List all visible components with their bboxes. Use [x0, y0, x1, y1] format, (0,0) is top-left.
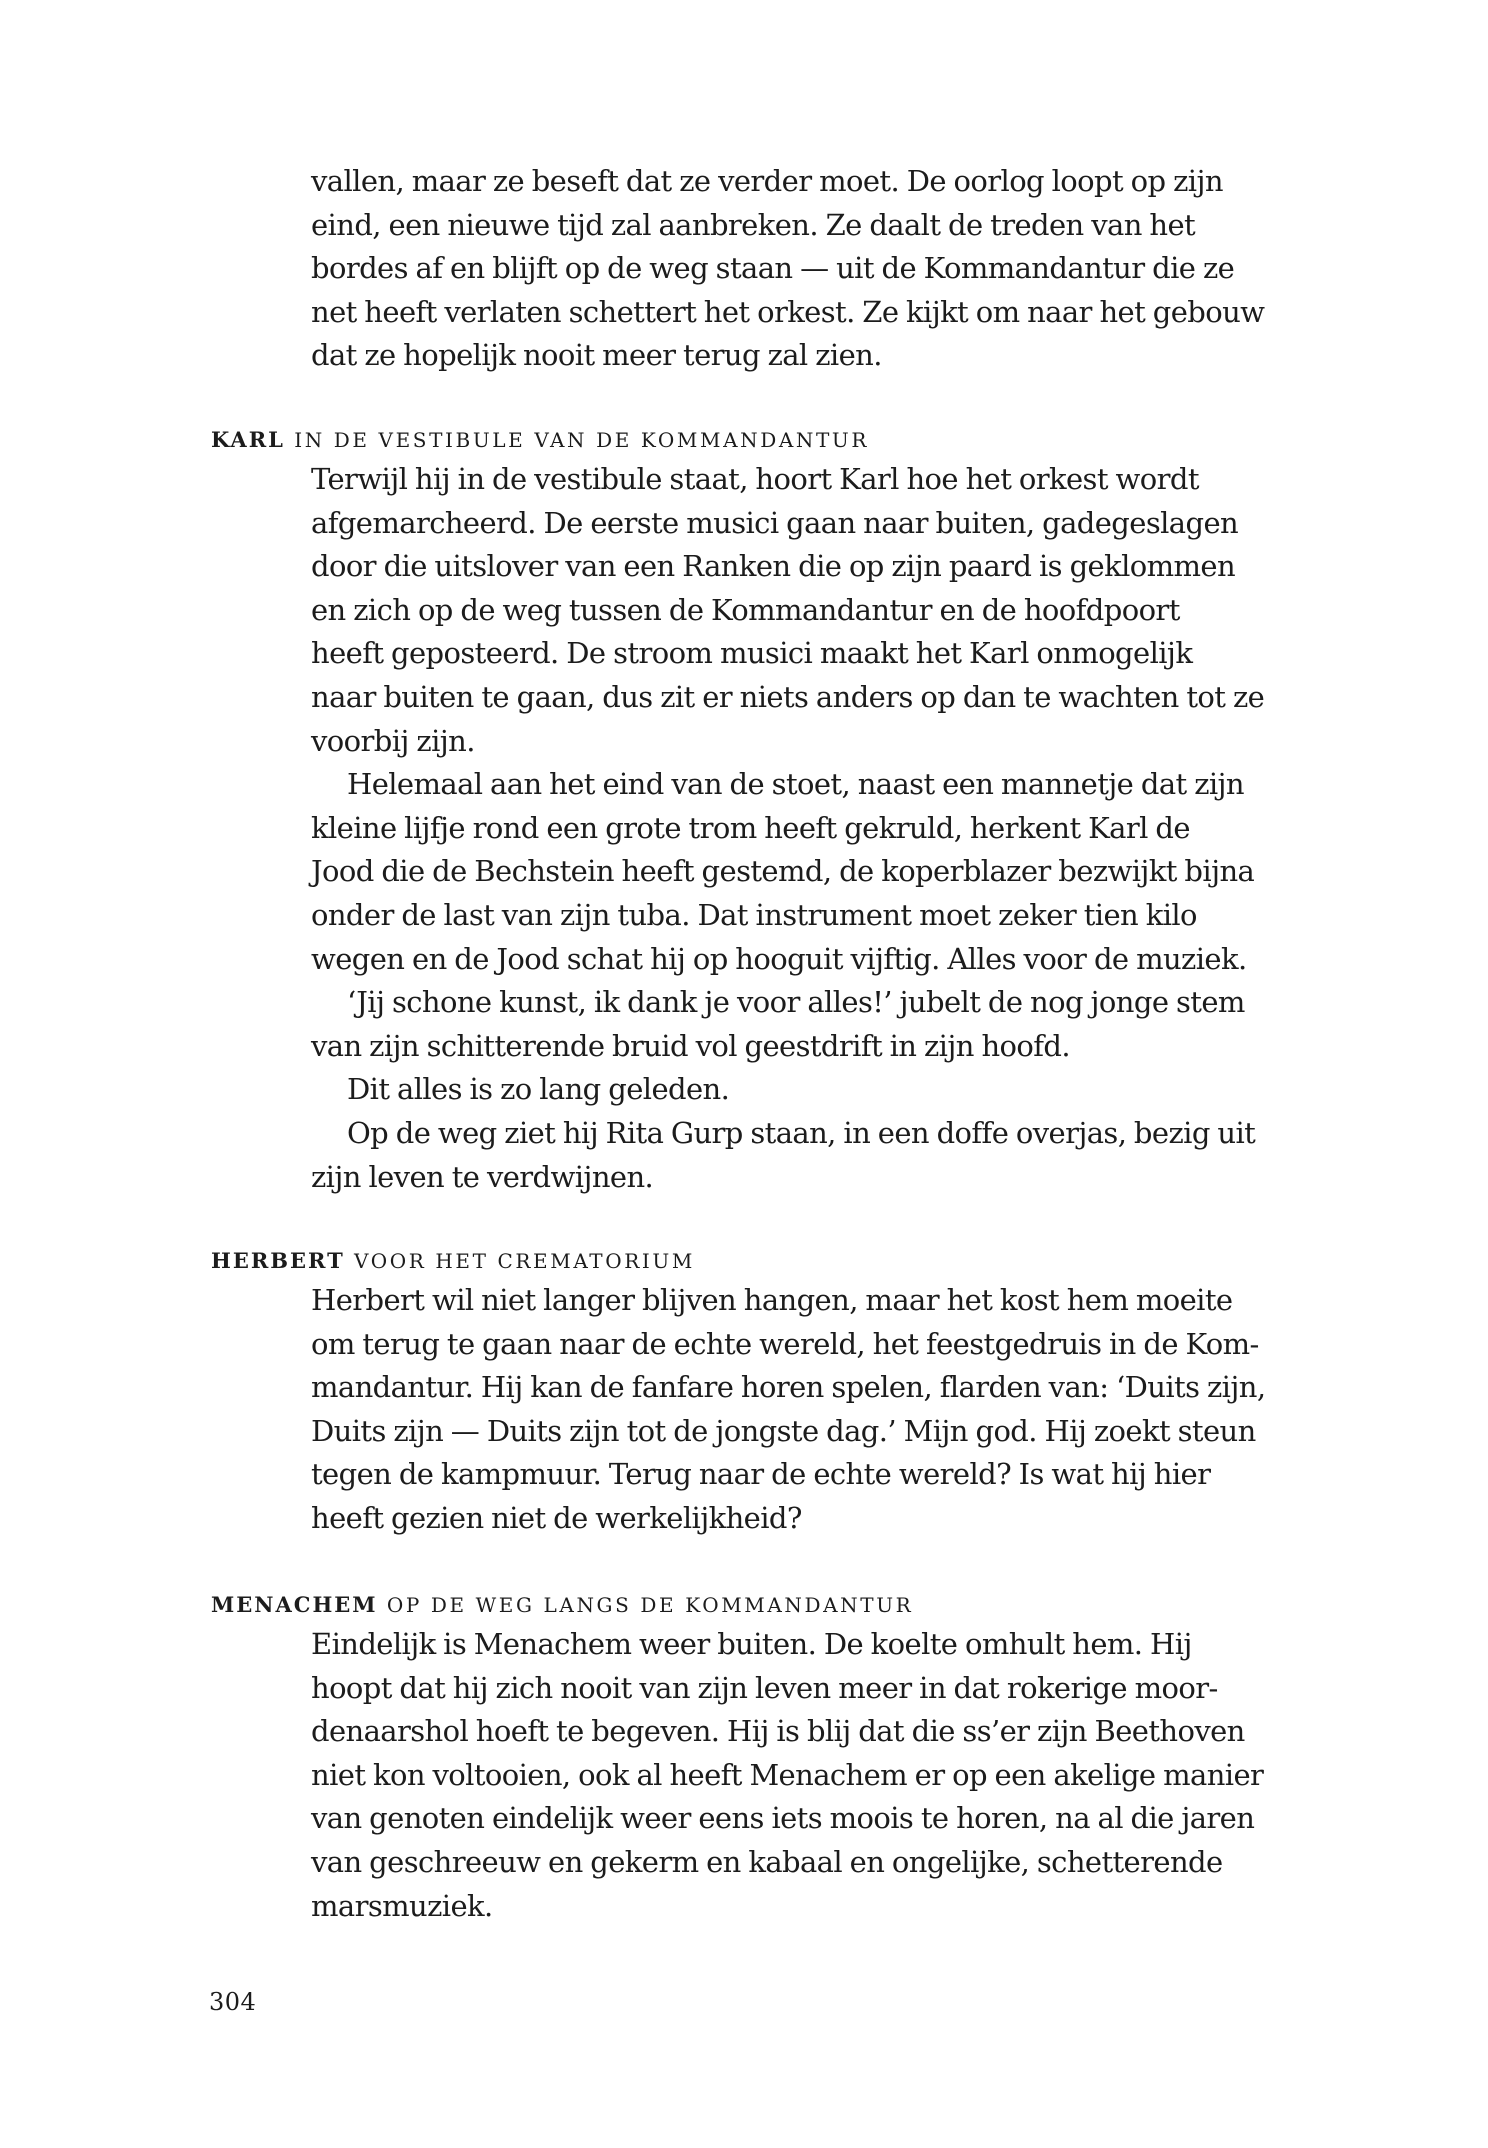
text-line: Duits zijn — Duits zijn tot de jongste dag.’ Mijn god. Hij zoekt steun [311, 1413, 1256, 1448]
text-line: denaarshol hoeft te begeven. Hij is blij dat die ss’er zijn Beethoven [311, 1714, 1245, 1749]
opening-paragraph [311, 160, 1271, 378]
text-line: van zijn schitterende bruid vol geestdrift in zijn hoofd. [311, 1028, 1070, 1063]
text-line: niet kon voltooien, ook al heeft Menachem er op een akelige manier [311, 1757, 1264, 1792]
text-line: Helemaal aan het eind van de stoet, naast een mannetje dat zijn [347, 767, 1245, 802]
text-line: eind, een nieuwe tijd zal aanbreken. Ze daalt de treden van het [311, 207, 1196, 242]
page-number: 304 [209, 1988, 257, 2016]
section-heading-herbert [211, 1246, 695, 1276]
text-line: om terug te gaan naar de echte wereld, het feestgedruis in de Kom- [311, 1326, 1259, 1361]
text-line: en zich op de weg tussen de Kommandantur en de hoofdpoort [311, 592, 1180, 627]
text-line: zijn leven te verdwijnen. [311, 1159, 654, 1194]
text-line: dat ze hopelijk nooit meer terug zal zien. [311, 338, 882, 373]
text-line: marsmuziek. [311, 1888, 493, 1923]
text-line: mandantur. Hij kan de fanfare horen spelen, flarden van: ‘Duits zijn, [311, 1370, 1266, 1405]
text-line: wegen en de Jood schat hij op hooguit vijftig. Alles voor de muziek. [311, 941, 1247, 976]
text-line: Eindelijk is Menachem weer buiten. De koelte omhult hem. Hij [311, 1627, 1192, 1661]
location-label: IN DE VESTIBULE VAN DE KOMMANDANTUR [294, 428, 870, 452]
text-line: net heeft verlaten schettert het orkest. Ze kijkt om naar het gebouw [311, 294, 1265, 329]
location-label: OP DE WEG LANGS DE KOMMANDANTUR [386, 1593, 914, 1617]
text-line: door die uitslover van een Ranken die op zijn paard is geklommen [311, 549, 1236, 584]
section-body-herbert [311, 1279, 1271, 1541]
text-line: onder de last van zijn tuba. Dat instrument moet zeker tien kilo [311, 897, 1197, 932]
text-line: afgemarcheerd. De eerste musici gaan naar buiten, gadegeslagen [311, 505, 1239, 540]
character-name: MENACHEM [211, 1592, 378, 1617]
text-line: Jood die de Bechstein heeft gestemd, de koperblazer bezwijkt bijna [311, 854, 1255, 889]
text-line: voorbij zijn. [311, 723, 475, 758]
section-body-menachem [311, 1623, 1271, 1928]
section-heading-karl [211, 425, 869, 455]
text-line: heeft geposteerd. De stroom musici maakt het Karl onmogelijk [311, 636, 1193, 671]
text-line: Dit alles is zo lang geleden. [347, 1072, 730, 1107]
text-line: kleine lijfje rond een grote trom heeft gekruld, herkent Karl de [311, 810, 1190, 845]
text-line: bordes af en blijft op de weg staan — uit de Kommandantur die ze [311, 251, 1235, 286]
text-line: naar buiten te gaan, dus zit er niets anders op dan te wachten tot ze [311, 679, 1265, 714]
text-line: vallen, maar ze beseft dat ze verder moet. De oorlog loopt op zijn [311, 164, 1223, 198]
text-line: Op de weg ziet hij Rita Gurp staan, in een doffe overjas, bezig uit [347, 1115, 1256, 1150]
section-heading-menachem [211, 1590, 913, 1620]
text-line: Terwijl hij in de vestibule staat, hoort Karl hoe het orkest wordt [311, 462, 1199, 496]
text-line: Herbert wil niet langer blijven hangen, maar het kost hem moeite [311, 1283, 1233, 1317]
section-body-karl [311, 458, 1271, 1199]
text-line: hoopt dat hij zich nooit van zijn leven meer in dat rokerige moor- [311, 1670, 1218, 1705]
text-line: van genoten eindelijk weer eens iets moois te horen, na al die jaren [311, 1801, 1255, 1836]
text-line: heeft gezien niet de werkelijkheid? [311, 1500, 802, 1535]
text-line: ‘Jij schone kunst, ik dank je voor alles!’ jubelt de nog jonge stem [347, 985, 1245, 1020]
text-line: tegen de kampmuur. Terug naar de echte wereld? Is wat hij hier [311, 1457, 1211, 1492]
location-label: VOOR HET CREMATORIUM [354, 1249, 695, 1273]
character-name: HERBERT [211, 1248, 345, 1273]
character-name: KARL [211, 427, 285, 452]
text-line: van geschreeuw en gekerm en kabaal en ongelijke, schetterende [311, 1844, 1223, 1879]
